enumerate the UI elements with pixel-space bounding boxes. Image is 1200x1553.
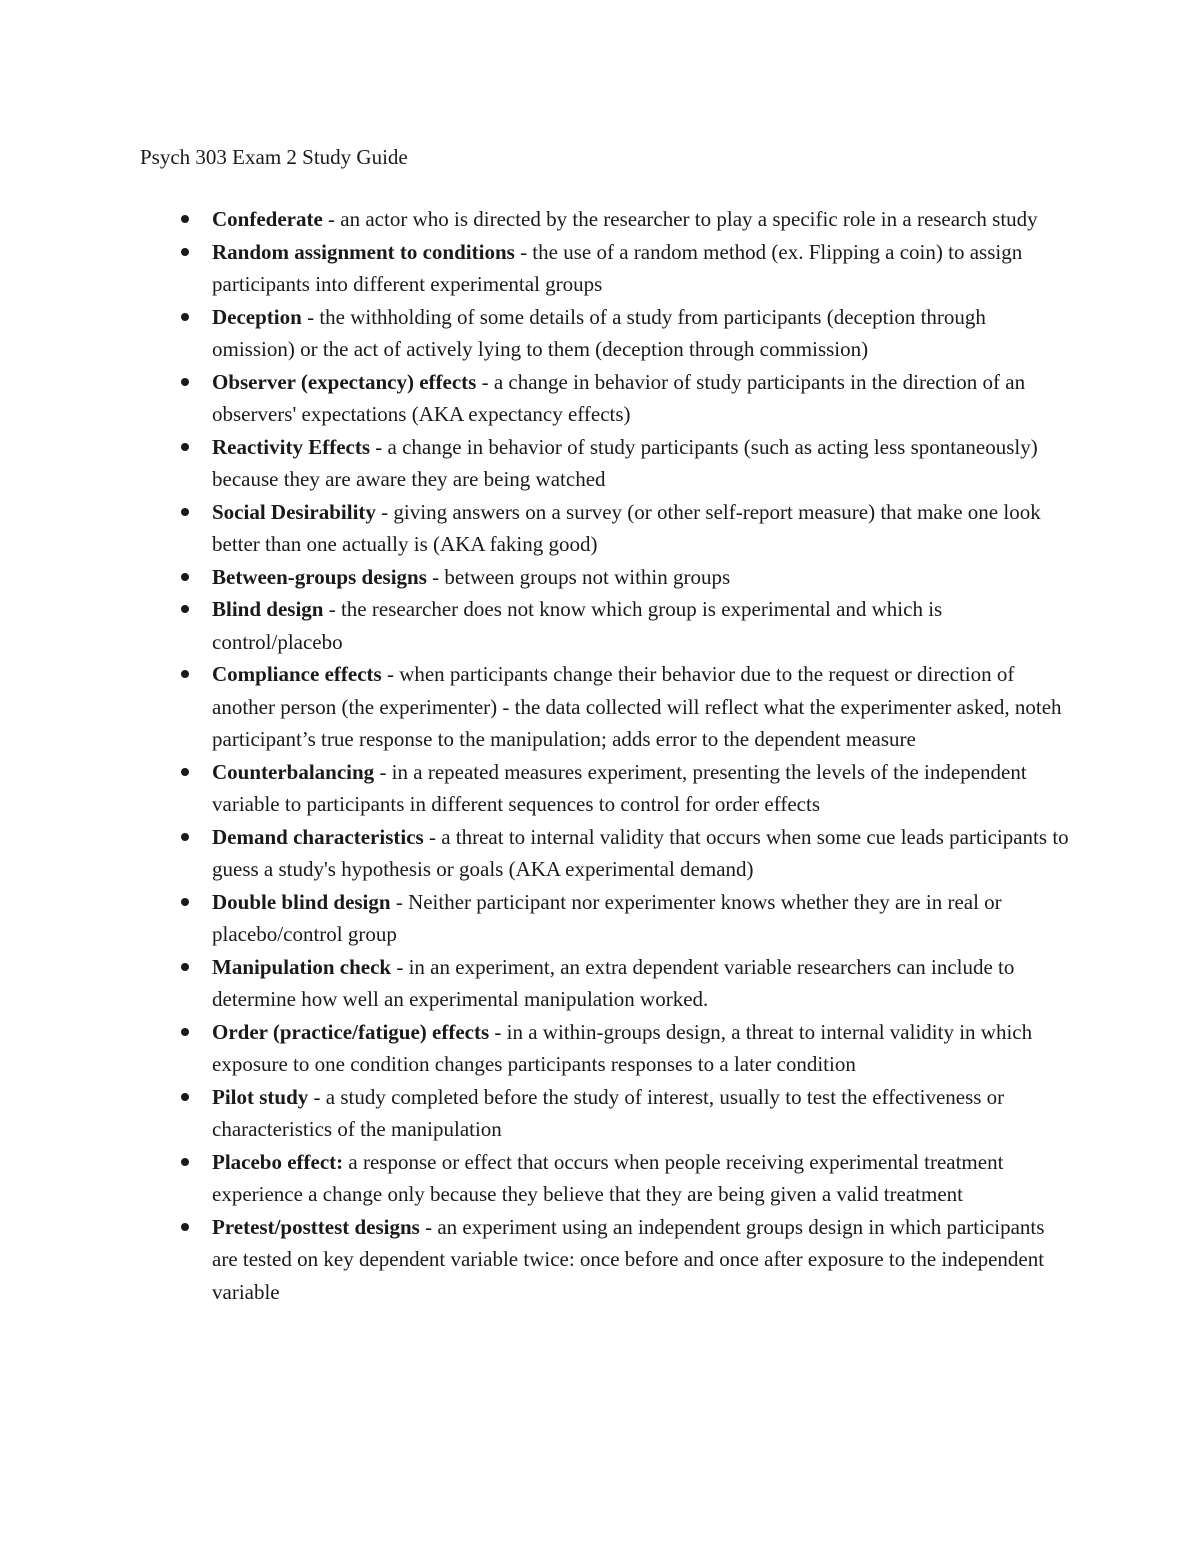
term-definition: - the withholding of some details of a study from participants (deception through omission) or the act of actively lying to them (deception through commission) bbox=[212, 304, 986, 361]
term-list bbox=[140, 203, 1070, 1308]
bullet-icon bbox=[181, 963, 189, 971]
bullet-icon bbox=[181, 898, 189, 906]
term-definition: - when participants change their behavior due to the request or direction of another person (the experimenter) - the data collected will reflect what the experimenter asked, noteh participant’s true response to the manipulation; adds error to the dependent measure bbox=[212, 662, 1062, 751]
bullet-icon bbox=[181, 833, 189, 841]
list-item bbox=[140, 301, 1070, 366]
bullet-icon bbox=[181, 1158, 189, 1166]
bullet-icon bbox=[181, 768, 189, 776]
list-item bbox=[140, 951, 1070, 1016]
bullet-icon bbox=[181, 1093, 189, 1101]
term-label: Confederate bbox=[212, 207, 323, 231]
list-item bbox=[140, 1211, 1070, 1309]
document-page bbox=[140, 142, 1070, 1308]
bullet-icon bbox=[181, 670, 189, 678]
list-item bbox=[140, 658, 1070, 756]
term-label: Between-groups designs bbox=[212, 564, 427, 589]
term-label: Manipulation check bbox=[212, 954, 392, 979]
term-label: Random assignment to conditions bbox=[212, 239, 515, 264]
list-item bbox=[140, 1016, 1070, 1081]
term-definition: - between groups not within groups bbox=[426, 564, 731, 589]
bullet-icon bbox=[181, 605, 189, 613]
list-item bbox=[140, 1081, 1070, 1146]
term-label: Compliance effects bbox=[212, 662, 382, 686]
term-definition: - the researcher does not know which group is experimental and which is control/placebo bbox=[212, 597, 943, 654]
term-definition: - an experiment using an independent groups design in which participants are tested on key dependent variable twice: once before and once after exposure to the independent variable bbox=[212, 1214, 1045, 1304]
term-definition: a response or effect that occurs when people receiving experimental treatment experience a change only because they believe that they are being given a valid treatment bbox=[212, 1149, 1004, 1206]
bullet-icon bbox=[181, 378, 189, 386]
list-item bbox=[140, 593, 1070, 658]
list-item bbox=[140, 366, 1070, 431]
list-item bbox=[140, 236, 1070, 301]
term-label: Social Desirability bbox=[212, 499, 376, 524]
term-label: Pilot study bbox=[212, 1084, 309, 1109]
list-item bbox=[140, 756, 1070, 821]
bullet-icon bbox=[181, 573, 189, 581]
term-definition: - a change in behavior of study participants (such as acting less spontaneously) because they are aware they are being watched bbox=[212, 434, 1038, 491]
bullet-icon bbox=[181, 215, 189, 223]
list-item bbox=[140, 886, 1070, 951]
term-definition: - in a repeated measures experiment, presenting the levels of the independent variable to participants in different sequences to control for order effects bbox=[212, 759, 1027, 816]
term-label: Reactivity Effects bbox=[212, 434, 371, 459]
term-definition: - in an experiment, an extra dependent variable researchers can include to determine how well an experimental manipulation worked. bbox=[212, 954, 1015, 1011]
term-definition: - in a within-groups design, a threat to internal validity in which exposure to one condition changes participants responses to a later condition bbox=[212, 1019, 1033, 1076]
term-label: Blind design bbox=[212, 597, 324, 621]
term-definition: - a change in behavior of study participants in the direction of an observers' expectations (AKA expectancy effects) bbox=[212, 369, 1026, 426]
term-label: Double blind design bbox=[212, 889, 391, 914]
term-label: Placebo effect: bbox=[212, 1149, 344, 1174]
document-title: Psych 303 Exam 2 Study Guide bbox=[140, 145, 408, 169]
bullet-icon bbox=[181, 508, 189, 516]
list-item bbox=[140, 431, 1070, 496]
list-item bbox=[140, 203, 1070, 236]
term-label: Deception bbox=[212, 304, 302, 329]
list-item bbox=[140, 496, 1070, 561]
bullet-icon bbox=[181, 248, 189, 256]
term-definition: - a study completed before the study of interest, usually to test the effectiveness or characteristics of the manipulation bbox=[212, 1084, 1005, 1141]
list-item bbox=[140, 1146, 1070, 1211]
term-label: Observer (expectancy) effects bbox=[212, 369, 477, 394]
bullet-icon bbox=[181, 1223, 189, 1231]
bullet-icon bbox=[181, 313, 189, 321]
term-label: Demand characteristics bbox=[212, 824, 424, 849]
bullet-icon bbox=[181, 1028, 189, 1036]
term-definition: - an actor who is directed by the researcher to play a specific role in a research study bbox=[322, 207, 1038, 231]
term-definition: - Neither participant nor experimenter knows whether they are in real or placebo/control group bbox=[212, 889, 1002, 946]
term-definition: - the use of a random method (ex. Flipping a coin) to assign participants into different experimental groups bbox=[212, 239, 1023, 296]
term-definition: - a threat to internal validity that occurs when some cue leads participants to guess a study's hypothesis or goals (AKA experimental demand) bbox=[212, 824, 1069, 881]
term-label: Counterbalancing bbox=[212, 759, 375, 784]
list-item bbox=[140, 821, 1070, 886]
bullet-icon bbox=[181, 443, 189, 451]
term-definition: - giving answers on a survey (or other self-report measure) that make one look better than one actually is (AKA faking good) bbox=[212, 499, 1041, 556]
term-label: Pretest/posttest designs bbox=[212, 1214, 420, 1239]
term-label: Order (practice/fatigue) effects bbox=[212, 1019, 490, 1044]
list-item bbox=[140, 561, 1070, 594]
